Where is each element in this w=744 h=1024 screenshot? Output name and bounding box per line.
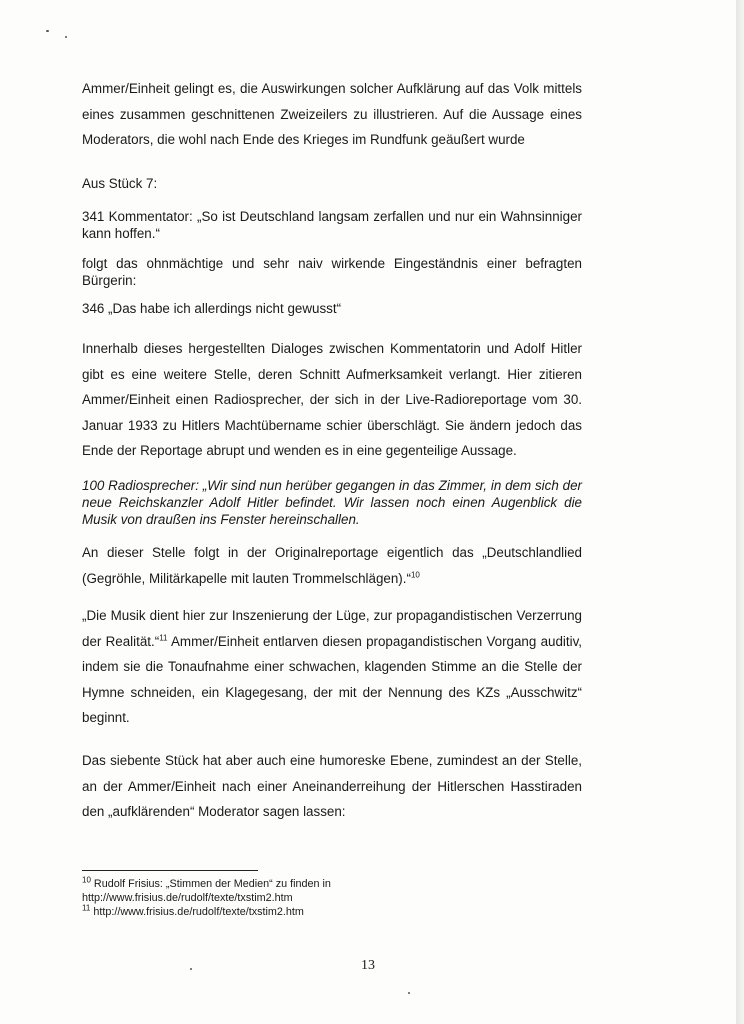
quote-radio-announcer: 100 Radiosprecher: „Wir sind nun herüber gegangen in das Zimmer, in dem sich der neue Reichskanzler Adolf Hitler befindet. Wir lassen noch einen Augenblick die Musik von draußen ins Fenster hereinschallen. (82, 478, 582, 527)
paragraph-music-quote: „Die Musik dient hier zur Inszenierung der Lüge, zur propagandistischen Verzerrung der Realität.“ (82, 608, 582, 649)
footnote-ref-10[interactable]: 10 (410, 570, 420, 580)
paragraph-admission: folgt das ohnmächtige und sehr naiv wirkende Eingeständnis einer befragten Bürgerin: (82, 256, 582, 288)
footnote-ref-11[interactable]: 11 (159, 633, 168, 643)
page-number: 13 (361, 958, 375, 973)
paragraph-source-label: Aus Stück 7: (82, 176, 158, 191)
scan-speck (46, 30, 49, 32)
paragraph-intro: Ammer/Einheit gelingt es, die Auswirkungen solcher Aufklärung auf das Volk mittels eines zusammen geschnittenen Zweizeilers zu illustrieren. Auf die Aussage eines Moderators, die wohl nach Ende des Krieges im Rundfunk geäußert wurde (82, 81, 582, 147)
footnote-11 (82, 905, 582, 919)
paragraph-dialogue: Innerhalb dieses hergestellten Dialoges zwischen Kommentatorin und Adolf Hitler gibt es eine weitere Stelle, deren Schnitt Aufmerksamkeit verlangt. Hier zitieren Ammer/Einheit einen Radiosprecher, der sich in der Live-Radioreportage vom 30. Januar 1933 zu Hitlers Machtübername schier überschlägt. Sie ändern jedoch das Ende der Reportage abrupt und wenden es in eine gegenteilige Aussage. (82, 341, 582, 458)
quote-citizen: 346 „Das habe ich allerdings nicht gewusst“ (82, 301, 342, 316)
footnote-11-number: 11 (82, 903, 91, 913)
paragraph-humor: Das siebente Stück hat aber auch eine humoreske Ebene, zumindest an der Stelle, an der Ammer/Einheit nach einer Aneinanderreihung der Hitlerschen Hasstiraden den „aufklärenden“ Moderator sagen lassen: (82, 753, 582, 819)
footnote-divider (82, 870, 258, 871)
paragraph-original-report-text: An dieser Stelle folgt in der Originalreportage eigentlich das „Deutschlandlied (Gegröhle, Militärkapelle mit lauten Trommelschlägen).“ (82, 545, 582, 586)
footnote-10-number: 10 (82, 875, 91, 885)
paragraph-music-continuation: Ammer/Einheit entlarven diesen propagandistischen Vorgang auditiv, indem sie die Tonaufnahme einer schwachen, klagenden Stimme an die Stelle der Hymne schneiden, ein Klagegesang, der mit der Nennung des KZs „Ausschwitz“ beginnt. (82, 633, 583, 725)
scan-speck (408, 992, 410, 994)
scan-edge (736, 0, 744, 1024)
paragraph-music-staging (82, 603, 582, 731)
scan-speck (65, 36, 67, 38)
footnote-11-link[interactable]: http://www.frisius.de/rudolf/texte/txstim2.htm (93, 906, 304, 918)
footnote-10-link[interactable]: http://www.frisius.de/rudolf/texte/txstim2.htm (82, 892, 293, 904)
footnotes (82, 877, 582, 919)
footnote-10-text: Rudolf Frisius: „Stimmen der Medien“ zu finden in (93, 878, 331, 890)
scan-speck (190, 968, 192, 970)
footnote-10 (82, 877, 582, 891)
paragraph-original-report (82, 540, 582, 591)
quote-commentator: 341 Kommentator: „So ist Deutschland langsam zerfallen und nur ein Wahnsinniger kann hoffen.“ (82, 209, 582, 241)
